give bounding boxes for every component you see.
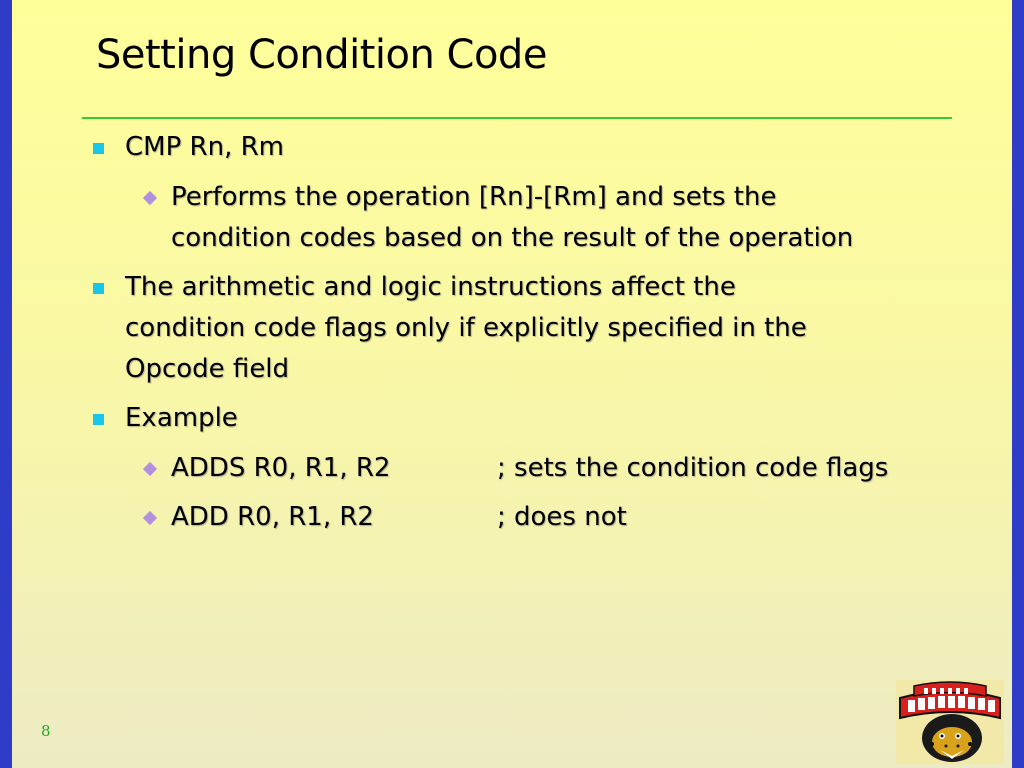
- example-comment: ; sets the condition code flags: [497, 453, 889, 483]
- example-instruction: ADDS R0, R1, R2: [171, 453, 391, 483]
- bullet-text: Example: [125, 403, 238, 433]
- page-number: 8: [41, 722, 51, 740]
- diamond-bullet-icon: [143, 511, 157, 525]
- bullet-text: The arithmetic and logic instructions affect the: [125, 272, 736, 302]
- square-bullet-icon: [93, 414, 104, 425]
- bullet-text: CMP Rn, Rm: [125, 132, 284, 162]
- square-bullet-icon: [93, 143, 104, 154]
- bullet-text: condition code flags only if explicitly specified in the: [125, 313, 807, 343]
- square-bullet-icon: [93, 283, 104, 294]
- example-comment: ; does not: [497, 502, 627, 532]
- bullet-text: Opcode field: [125, 354, 290, 384]
- jaguars-logo: [896, 680, 1004, 764]
- example-instruction: ADD R0, R1, R2: [171, 502, 374, 532]
- diamond-bullet-icon: [143, 191, 157, 205]
- diamond-bullet-icon: [143, 462, 157, 476]
- sub-bullet-text: Performs the operation [Rn]-[Rm] and sets the: [171, 182, 777, 212]
- sub-bullet-text: condition codes based on the result of the operation: [171, 223, 854, 253]
- slide-title: Setting Condition Code: [96, 32, 547, 78]
